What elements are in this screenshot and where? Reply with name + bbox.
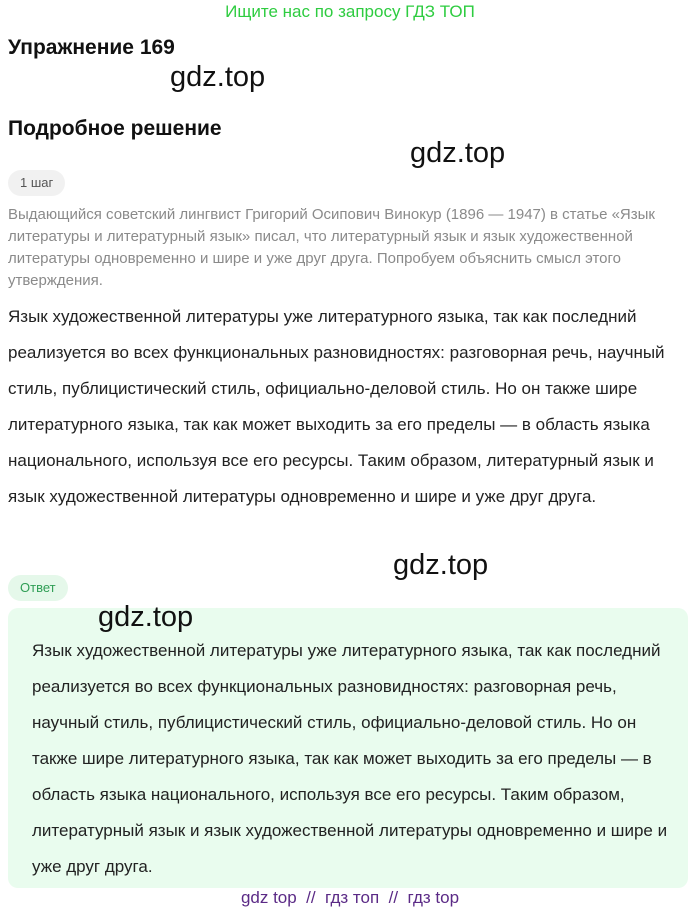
answer-text: Язык художественной литературы уже литературного языка, так как последний реализуется во всех функциональных разновидностях: разговорная речь, научный стиль, публицистический стиль, официально-деловой стиль. Но он также шире литературного языка, так как может выходить за его пределы — в область языка национального, используя все его ресурсы. Таким образом, литературный язык и язык художественной литературы одновременно и шире и уже друг друга. (32, 641, 668, 876)
step-badge: 1 шаг (8, 170, 65, 196)
solution-title: Подробное решение (8, 117, 222, 140)
solution-body: Язык художественной литературы уже литературного языка, так как последний реализуется во всех функциональных разновидностях: разговорная речь, научный стиль, публицистический стиль, официально-деловой стиль. Но он также шире литературного языка, так как может выходить за его пределы — в область языка национального, используя все его ресурсы. Таким образом, литературный язык и язык художественной литературы одновременно и шире и уже друг друга. (8, 307, 665, 506)
solution-intro: Выдающийся советский лингвист Григорий Осипович Винокур (1896 — 1947) в статье «Язык литературы и литературный язык» писал, что литературный язык и язык художественной литературы одновременно и шире и уже друг друга. Попробуем объяснить смысл этого утверждения. (8, 206, 655, 289)
watermark: gdz.top (393, 549, 489, 581)
answer-badge: Ответ (8, 575, 68, 601)
watermark: gdz.top (98, 601, 194, 633)
footer-links: gdz top // гдз топ // гдз top (240, 888, 460, 907)
top-banner: Ищите нас по запросу ГДЗ ТОП (225, 2, 475, 21)
watermark: gdz.top (170, 61, 266, 93)
watermark: gdz.top (410, 137, 506, 169)
exercise-title: Упражнение 169 (8, 36, 175, 59)
